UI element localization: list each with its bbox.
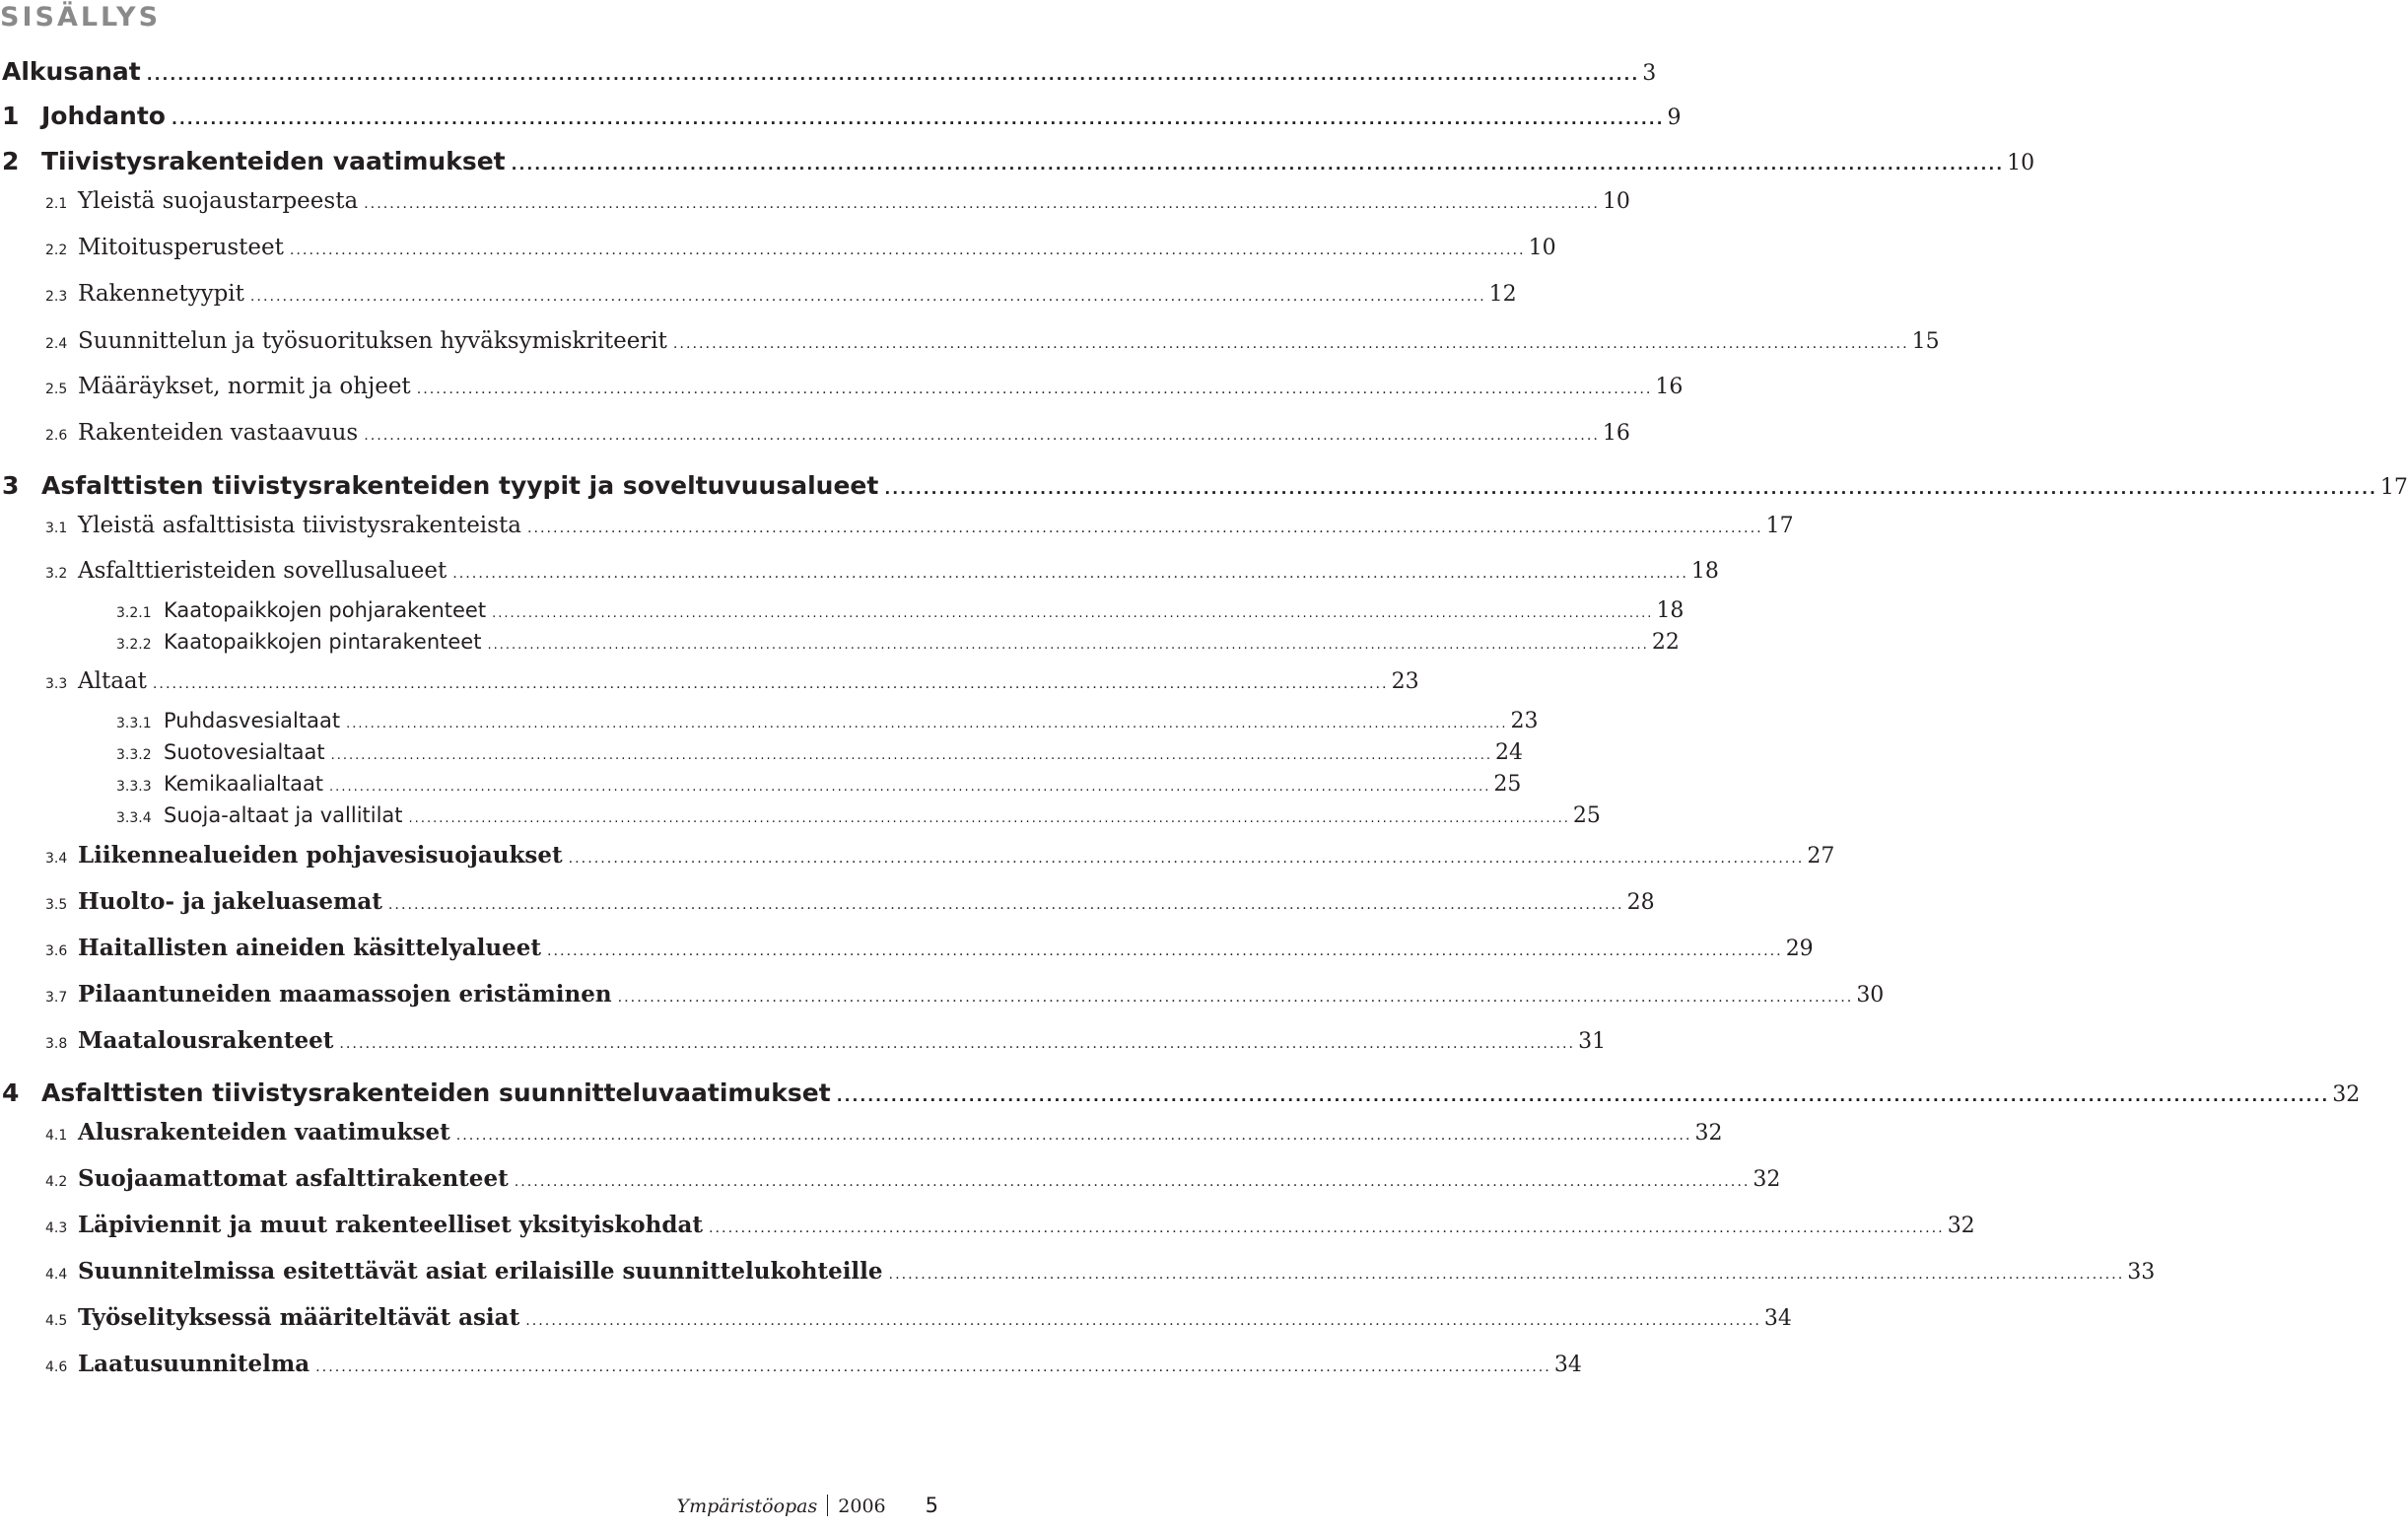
dot-leader: ................................................................................................................................................................................................ — [330, 748, 1492, 763]
dot-leader: ................................................................................................................................................................................................ — [514, 1174, 1751, 1190]
toc-entry-number: 4.6 — [45, 1359, 68, 1375]
toc-entry-page: 23 — [1510, 709, 1539, 733]
toc-entry-page: 28 — [1626, 890, 1655, 915]
dot-leader: ................................................................................................................................................................................................ — [455, 1128, 1692, 1144]
publication-year: 2006 — [838, 1495, 886, 1517]
dot-leader: ................................................................................................................................................................................................ — [387, 897, 1624, 913]
toc-entry-number: 3.4 — [45, 851, 68, 867]
toc-entry-page: 17 — [1765, 514, 1794, 538]
dot-leader: ................................................................................................................................................................................................ — [249, 289, 1486, 305]
dot-leader: ................................................................................................................................................................................................ — [617, 990, 1854, 1006]
toc-entry-4-5[interactable] — [45, 1304, 1792, 1331]
toc-entry-page: 34 — [1553, 1353, 1582, 1377]
toc-entry-3-2-1[interactable] — [116, 598, 1685, 623]
toc-entry-title: Kaatopaikkojen pohjarakenteet — [164, 598, 487, 622]
toc-entry-3-6[interactable] — [45, 935, 1814, 961]
toc-entry-2-4[interactable] — [45, 328, 1940, 354]
toc-entry-title: Alusrakenteiden vaatimukset — [78, 1119, 450, 1146]
toc-entry-page: 22 — [1651, 630, 1680, 655]
toc-entry-title: Haitallisten aineiden käsittelyalueet — [78, 935, 541, 961]
toc-entry-number: 2.1 — [45, 196, 68, 212]
dot-leader: ................................................................................................................................................................................................ — [364, 428, 1600, 444]
toc-entry-3-3[interactable] — [45, 668, 1419, 694]
dot-leader: ................................................................................................................................................................................................ — [416, 382, 1653, 397]
toc-entry-3-2[interactable] — [45, 558, 1719, 584]
toc-entry-2[interactable] — [2, 147, 2035, 175]
toc-entry-3-2-2[interactable] — [116, 630, 1680, 655]
dot-leader: ................................................................................................................................................................................................ — [546, 943, 1783, 959]
toc-entry-4-2[interactable] — [45, 1165, 1781, 1192]
toc-entry-3[interactable] — [2, 471, 2408, 500]
toc-entry-number: 2 — [2, 147, 20, 175]
dot-leader: ................................................................................................................................................................................................ — [836, 1087, 2330, 1105]
toc-entry-title: Suunnitelmissa esitettävät asiat erilaisille suunnittelukohteille — [78, 1258, 883, 1285]
toc-entry-page: 24 — [1494, 740, 1523, 765]
toc-entry-3-3-3[interactable] — [116, 772, 1522, 797]
toc-entry-title: Kemikaalialtaat — [164, 772, 324, 796]
toc-entry-2-5[interactable] — [45, 374, 1684, 399]
toc-entry-number: 4 — [2, 1078, 20, 1107]
toc-entry-title: Asfalttieristeiden sovellusalueet — [78, 558, 447, 584]
toc-entry-number: 3.1 — [45, 521, 68, 536]
toc-entry-number: 3.3.1 — [116, 716, 152, 731]
toc-entry-title: Rakennetyypit — [78, 281, 244, 307]
toc-entry-3-3-1[interactable] — [116, 709, 1539, 733]
toc-entry-number: 3.2 — [45, 566, 68, 582]
dot-leader: ................................................................................................................................................................................................ — [884, 480, 2377, 498]
dot-leader: ................................................................................................................................................................................................ — [888, 1267, 2125, 1283]
dot-leader: ................................................................................................................................................................................................ — [289, 243, 1526, 258]
toc-entry-page: 18 — [1656, 598, 1685, 623]
toc-entry-page: 3 — [1642, 61, 1657, 86]
toc-entry-number: 3.3 — [45, 676, 68, 692]
dot-leader: ................................................................................................................................................................................................ — [346, 717, 1508, 731]
toc-entry-number: 2.6 — [45, 428, 68, 444]
footer-divider — [827, 1495, 828, 1516]
toc-entry-page: 10 — [1528, 236, 1556, 260]
dot-leader: ................................................................................................................................................................................................ — [364, 196, 1600, 212]
dot-leader: ................................................................................................................................................................................................ — [487, 638, 1649, 653]
toc-entry-title: Asfalttisten tiivistysrakenteiden tyypit ja soveltuvuusalueet — [41, 471, 879, 500]
toc-entry-number: 3.6 — [45, 943, 68, 959]
dot-leader: ................................................................................................................................................................................................ — [152, 676, 1389, 692]
toc-entry-number: 3.3.3 — [116, 779, 152, 795]
toc-entry-page: 17 — [2379, 475, 2408, 500]
toc-entry-title: Huolto- ja jakeluasemat — [78, 888, 382, 915]
publication-name: Ympäristöopas — [676, 1495, 818, 1517]
toc-entry-page: 16 — [1655, 375, 1684, 399]
toc-entry-title: Määräykset, normit ja ohjeet — [78, 374, 411, 399]
toc-entry-page: 16 — [1602, 421, 1630, 446]
dot-leader: ................................................................................................................................................................................................ — [568, 851, 1805, 867]
toc-entry-page: 25 — [1572, 803, 1601, 828]
toc-entry-number: 4.2 — [45, 1174, 68, 1190]
toc-entry-title: Läpiviennit ja muut rakenteelliset yksityiskohdat — [78, 1212, 703, 1238]
toc-entry-2-1[interactable] — [45, 188, 1630, 214]
toc-entry-number: 3.5 — [45, 897, 68, 913]
toc-entry-number: 3.7 — [45, 990, 68, 1006]
toc-entry-title: Puhdasvesialtaat — [164, 709, 341, 732]
toc-entry-number: 4.5 — [45, 1313, 68, 1329]
toc-entry-page: 10 — [2007, 151, 2035, 175]
toc-entry-3-5[interactable] — [45, 888, 1655, 915]
dot-leader: ................................................................................................................................................................................................ — [492, 606, 1654, 621]
toc-entry-number: 3.3.2 — [116, 747, 152, 763]
toc-entry-title: Suoja-altaat ja vallitilat — [164, 803, 403, 827]
toc-entry-page: 32 — [2332, 1082, 2361, 1107]
toc-entry-page: 33 — [2127, 1260, 2156, 1285]
toc-entry-3-3-4[interactable] — [116, 803, 1601, 828]
dot-leader: ................................................................................................................................................................................................ — [525, 1313, 1761, 1329]
dot-leader: ................................................................................................................................................................................................ — [511, 156, 2005, 174]
toc-entry-number: 2.5 — [45, 382, 68, 397]
toc-entry-number: 4.1 — [45, 1128, 68, 1144]
toc-entry-page: 32 — [1947, 1214, 1975, 1238]
toc-entry-title: Liikennealueiden pohjavesisuojaukset — [78, 842, 563, 869]
dot-leader: ................................................................................................................................................................................................ — [329, 780, 1491, 795]
toc-entry-page: 29 — [1785, 937, 1814, 961]
toc-entry-title: Suojaamattomat asfalttirakenteet — [78, 1165, 509, 1192]
toc-entry-4-4[interactable] — [45, 1258, 2156, 1285]
toc-entry-4-3[interactable] — [45, 1212, 1975, 1238]
toc-entry-page: 31 — [1578, 1029, 1607, 1054]
toc-entry-number: 3 — [2, 471, 20, 500]
toc-entry-title: Mitoitusperusteet — [78, 235, 284, 260]
dot-leader: ................................................................................................................................................................................................ — [171, 110, 1665, 128]
toc-entry-page: 18 — [1690, 559, 1719, 584]
toc-entry-number: 3.8 — [45, 1036, 68, 1052]
toc-entry-title: Suotovesialtaat — [164, 740, 325, 764]
toc-entry-number: 3.3.4 — [116, 810, 152, 826]
dot-leader: ................................................................................................................................................................................................ — [339, 1036, 1576, 1052]
toc-entry-number: 3.2.1 — [116, 605, 152, 621]
toc-entry-4-6[interactable] — [45, 1351, 1582, 1377]
toc-entry-3-8[interactable] — [45, 1027, 1607, 1054]
toc-entry-page: 30 — [1856, 983, 1885, 1008]
toc-entry-2-6[interactable] — [45, 420, 1630, 446]
toc-entry-title: Maatalousrakenteet — [78, 1027, 334, 1054]
toc-entry-3-1[interactable] — [45, 513, 1794, 538]
toc-entry-2-3[interactable] — [45, 281, 1517, 307]
toc-entry-page: 25 — [1493, 772, 1522, 797]
toc-entry-number: 3.2.2 — [116, 637, 152, 653]
dot-leader: ................................................................................................................................................................................................ — [452, 566, 1688, 582]
toc-entry-3-3-2[interactable] — [116, 740, 1523, 765]
toc-entry-title: Asfalttisten tiivistysrakenteiden suunnitteluvaatimukset — [41, 1078, 831, 1107]
dot-leader: ................................................................................................................................................................................................ — [146, 66, 1640, 84]
toc-entry-3-7[interactable] — [45, 981, 1885, 1008]
toc-entry-title: Kaatopaikkojen pintarakenteet — [164, 630, 482, 654]
toc-entry-title: Yleistä suojaustarpeesta — [78, 188, 359, 214]
toc-entry-alkusanat[interactable] — [2, 57, 1657, 86]
toc-entry-page: 32 — [1694, 1121, 1723, 1146]
toc-entry-title: Altaat — [78, 668, 147, 694]
toc-entry-number: 1 — [2, 102, 20, 130]
toc-entry-title: Laatusuunnitelma — [78, 1351, 310, 1377]
toc-entry-title: Rakenteiden vastaavuus — [78, 420, 359, 446]
toc-entry-number: 4.3 — [45, 1220, 68, 1236]
toc-entry-page: 27 — [1807, 844, 1835, 869]
dot-leader: ................................................................................................................................................................................................ — [708, 1220, 1945, 1236]
toc-entry-title: Yleistä asfalttisista tiivistysrakenteista — [78, 513, 521, 538]
page-footer — [677, 1494, 938, 1517]
toc-entry-page: 10 — [1602, 189, 1630, 214]
toc-entry-title: Pilaantuneiden maamassojen eristäminen — [78, 981, 612, 1008]
toc-entry-3-4[interactable] — [45, 842, 1835, 869]
toc-entry-page: 12 — [1488, 282, 1517, 307]
toc-entry-title: Johdanto — [41, 102, 166, 130]
toc-entry-4[interactable] — [2, 1078, 2361, 1107]
dot-leader: ................................................................................................................................................................................................ — [526, 521, 1763, 536]
dot-leader: ................................................................................................................................................................................................ — [408, 811, 1570, 826]
page-number: 5 — [925, 1494, 938, 1517]
toc-entry-page: 15 — [1911, 329, 1940, 354]
toc-entry-page: 9 — [1667, 105, 1682, 130]
toc-heading: SISÄLLYS — [0, 2, 162, 33]
toc-entry-2-2[interactable] — [45, 235, 1556, 260]
toc-entry-title: Alkusanat — [2, 57, 141, 86]
toc-entry-page: 34 — [1763, 1306, 1792, 1331]
toc-entry-number: 2.3 — [45, 289, 68, 305]
toc-entry-number: 2.2 — [45, 243, 68, 258]
toc-entry-page: 32 — [1753, 1167, 1781, 1192]
toc-entry-4-1[interactable] — [45, 1119, 1723, 1146]
dot-leader: ................................................................................................................................................................................................ — [672, 336, 1909, 352]
toc-entry-1[interactable] — [2, 102, 1682, 130]
toc-entry-number: 2.4 — [45, 336, 68, 352]
toc-entry-page: 23 — [1391, 669, 1419, 694]
toc-entry-number: 4.4 — [45, 1267, 68, 1283]
dot-leader: ................................................................................................................................................................................................ — [315, 1359, 1551, 1375]
toc-entry-title: Tiivistysrakenteiden vaatimukset — [41, 147, 506, 175]
toc-entry-title: Suunnittelun ja työsuorituksen hyväksymiskriteerit — [78, 328, 667, 354]
toc-entry-title: Työselityksessä määriteltävät asiat — [78, 1304, 520, 1331]
